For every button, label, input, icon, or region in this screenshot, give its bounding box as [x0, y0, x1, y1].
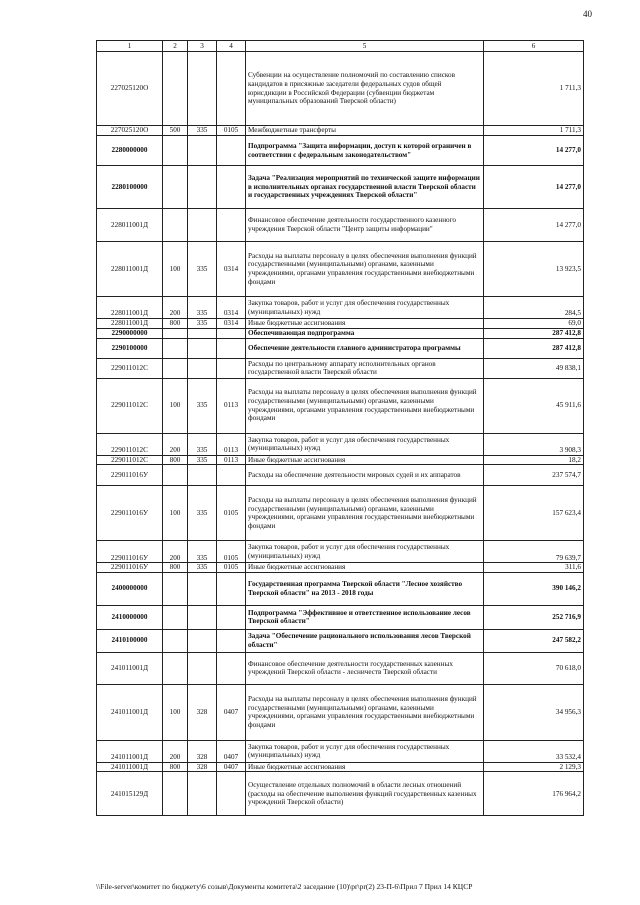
amount-cell: 1 711,3 [484, 52, 584, 126]
amount-cell: 13 923,5 [484, 242, 584, 297]
code-cell: 228011001Д [97, 297, 163, 319]
section-cell [217, 52, 246, 126]
amount-cell: 287 412,8 [484, 338, 584, 358]
code-cell: 2290000000 [97, 328, 163, 338]
section-cell: 0407 [217, 684, 246, 740]
expense-type-cell: 800 [163, 455, 188, 465]
description-cell: Задача "Обеспечение рационального использования лесов Тверской области" [246, 629, 484, 652]
amount-cell: 33 532,4 [484, 740, 584, 762]
expense-type-cell [163, 209, 188, 242]
code-cell: 241011001Д [97, 762, 163, 772]
section-cell [217, 572, 246, 605]
section-cell: 0407 [217, 762, 246, 772]
ministry-cell: 335 [188, 486, 217, 541]
table-row [97, 328, 584, 338]
code-cell: 227025120О [97, 52, 163, 126]
code-cell: 229011012С [97, 433, 163, 455]
amount-cell: 311,6 [484, 563, 584, 573]
code-cell: 229011016У [97, 563, 163, 573]
section-cell: 0113 [217, 455, 246, 465]
description-cell: Закупка товаров, работ и услуг для обеспечения государственных (муниципальных) нужд [246, 433, 484, 455]
header-cell-2: 2 [163, 41, 188, 52]
table-row [97, 762, 584, 772]
amount-cell: 2 129,3 [484, 762, 584, 772]
section-cell: 0105 [217, 126, 246, 136]
ministry-cell: 335 [188, 297, 217, 319]
expense-type-cell [163, 328, 188, 338]
code-cell: 241011001Д [97, 740, 163, 762]
table-row [97, 136, 584, 166]
expense-type-cell: 200 [163, 297, 188, 319]
section-cell [217, 465, 246, 486]
section-cell [217, 136, 246, 166]
section-cell [217, 328, 246, 338]
ministry-cell [188, 605, 217, 629]
expense-type-cell [163, 166, 188, 209]
section-cell: 0105 [217, 563, 246, 573]
budget-table [96, 40, 584, 816]
table-row [97, 486, 584, 541]
description-cell: Иные бюджетные ассигнования [246, 762, 484, 772]
section-cell [217, 772, 246, 816]
expense-type-cell: 800 [163, 319, 188, 329]
code-cell: 229011016У [97, 541, 163, 563]
expense-type-cell: 500 [163, 126, 188, 136]
ministry-cell [188, 572, 217, 605]
description-cell: Иные бюджетные ассигнования [246, 455, 484, 465]
ministry-cell: 328 [188, 684, 217, 740]
file-path-footer: \\File-server\комитет по бюджету\6 созыв\Документы комитета\2 заседание (10)\pr\pr(2) 23-П-6\Прил 7 Прил 14 КЦСР [96, 882, 473, 891]
amount-cell: 284,5 [484, 297, 584, 319]
expense-type-cell: 200 [163, 740, 188, 762]
amount-cell: 18,2 [484, 455, 584, 465]
amount-cell: 49 838,1 [484, 358, 584, 378]
section-cell: 0113 [217, 433, 246, 455]
table-row [97, 378, 584, 433]
expense-type-cell [163, 572, 188, 605]
description-cell: Межбюджетные трансферты [246, 126, 484, 136]
ministry-cell [188, 209, 217, 242]
table-row [97, 572, 584, 605]
amount-cell: 14 277,0 [484, 166, 584, 209]
table-row [97, 52, 584, 126]
description-cell: Расходы на выплаты персоналу в целях обеспечения выполнения функций государственными (муниципальными) органами, казенными учреждениями, органами управления государственными внебюджетными фондами [246, 486, 484, 541]
section-cell: 0113 [217, 378, 246, 433]
expense-type-cell [163, 338, 188, 358]
code-cell: 228011001Д [97, 209, 163, 242]
table-row [97, 772, 584, 816]
expense-type-cell [163, 652, 188, 684]
section-cell: 0314 [217, 242, 246, 297]
expense-type-cell [163, 52, 188, 126]
ministry-cell: 335 [188, 455, 217, 465]
amount-cell: 157 623,4 [484, 486, 584, 541]
amount-cell: 252 716,9 [484, 605, 584, 629]
ministry-cell [188, 652, 217, 684]
description-cell: Задача "Реализация мероприятий по технической защите информации в исполнительных органах государственной власти Тверской области и государственных учреждениях Тверской области" [246, 166, 484, 209]
expense-type-cell: 200 [163, 433, 188, 455]
section-cell [217, 166, 246, 209]
description-cell: Обеспечение деятельности главного администратора программы [246, 338, 484, 358]
section-cell [217, 338, 246, 358]
expense-type-cell: 200 [163, 541, 188, 563]
description-cell: Расходы на обеспечение деятельности мировых судей и их аппаратов [246, 465, 484, 486]
description-cell: Расходы по центральному аппарату исполнительных органов государственной власти Тверской области [246, 358, 484, 378]
ministry-cell [188, 166, 217, 209]
expense-type-cell: 800 [163, 762, 188, 772]
table-row [97, 563, 584, 573]
ministry-cell: 335 [188, 563, 217, 573]
amount-cell: 390 146,2 [484, 572, 584, 605]
code-cell: 228011001Д [97, 319, 163, 329]
ministry-cell: 335 [188, 242, 217, 297]
description-cell: Расходы на выплаты персоналу в целях обеспечения выполнения функций государственными (муниципальными) органами, казенными учреждениями, органами управления государственными внебюджетными фондами [246, 242, 484, 297]
table-row [97, 297, 584, 319]
section-cell [217, 209, 246, 242]
expense-type-cell [163, 629, 188, 652]
section-cell: 0407 [217, 740, 246, 762]
description-cell: Иные бюджетные ассигнования [246, 563, 484, 573]
table-header-row [97, 41, 584, 52]
code-cell: 227025120О [97, 126, 163, 136]
table-row [97, 319, 584, 329]
table-row [97, 166, 584, 209]
header-cell-4: 4 [217, 41, 246, 52]
header-cell-5: 5 [246, 41, 484, 52]
section-cell: 0105 [217, 541, 246, 563]
description-cell: Расходы на выплаты персоналу в целях обеспечения выполнения функций государственными (муниципальными) органами, казенными учреждениями, органами управления государственными внебюджетными фондами [246, 378, 484, 433]
description-cell: Подпрограмма "Защита информации, доступ к которой ограничен в соответствии с федеральным законодательством" [246, 136, 484, 166]
amount-cell: 1 711,3 [484, 126, 584, 136]
code-cell: 2280100000 [97, 166, 163, 209]
ministry-cell [188, 465, 217, 486]
code-cell: 229011016У [97, 465, 163, 486]
code-cell: 241011001Д [97, 684, 163, 740]
amount-cell: 287 412,8 [484, 328, 584, 338]
amount-cell: 34 956,3 [484, 684, 584, 740]
section-cell [217, 629, 246, 652]
amount-cell: 79 639,7 [484, 541, 584, 563]
amount-cell: 237 574,7 [484, 465, 584, 486]
header-cell-6: 6 [484, 41, 584, 52]
page-number: 40 [583, 9, 592, 19]
amount-cell: 176 964,2 [484, 772, 584, 816]
expense-type-cell: 100 [163, 242, 188, 297]
header-cell-3: 3 [188, 41, 217, 52]
code-cell: 228011001Д [97, 242, 163, 297]
code-cell: 2280000000 [97, 136, 163, 166]
section-cell: 0314 [217, 319, 246, 329]
amount-cell: 247 582,2 [484, 629, 584, 652]
amount-cell: 14 277,0 [484, 136, 584, 166]
table-row [97, 652, 584, 684]
ministry-cell: 328 [188, 762, 217, 772]
ministry-cell [188, 136, 217, 166]
ministry-cell: 335 [188, 378, 217, 433]
code-cell: 229011012С [97, 378, 163, 433]
description-cell: Расходы на выплаты персоналу в целях обеспечения выполнения функций государственными (муниципальными) органами, казенными учреждениями, органами управления государственными внебюджетными фондами [246, 684, 484, 740]
code-cell: 2410000000 [97, 605, 163, 629]
expense-type-cell [163, 136, 188, 166]
amount-cell: 45 911,6 [484, 378, 584, 433]
code-cell: 241015129Д [97, 772, 163, 816]
ministry-cell [188, 338, 217, 358]
table-row [97, 684, 584, 740]
description-cell: Закупка товаров, работ и услуг для обеспечения государственных (муниципальных) нужд [246, 740, 484, 762]
description-cell: Финансовое обеспечение деятельности государственного казенного учреждения Тверской области "Центр защиты информации" [246, 209, 484, 242]
description-cell: Закупка товаров, работ и услуг для обеспечения государственных (муниципальных) нужд [246, 297, 484, 319]
ministry-cell: 335 [188, 433, 217, 455]
header-cell-1: 1 [97, 41, 163, 52]
ministry-cell [188, 772, 217, 816]
description-cell: Обеспечивающая подпрограмма [246, 328, 484, 338]
section-cell: 0314 [217, 297, 246, 319]
description-cell: Иные бюджетные ассигнования [246, 319, 484, 329]
expense-type-cell [163, 358, 188, 378]
description-cell: Закупка товаров, работ и услуг для обеспечения государственных (муниципальных) нужд [246, 541, 484, 563]
table-row [97, 455, 584, 465]
code-cell: 229011012С [97, 455, 163, 465]
ministry-cell: 328 [188, 740, 217, 762]
amount-cell: 3 908,3 [484, 433, 584, 455]
code-cell: 241011001Д [97, 652, 163, 684]
description-cell: Финансовое обеспечение деятельности государственных казенных учреждений Тверской области - лесничеств Тверской области [246, 652, 484, 684]
section-cell [217, 358, 246, 378]
table-row [97, 605, 584, 629]
table-row [97, 740, 584, 762]
amount-cell: 14 277,0 [484, 209, 584, 242]
description-cell: Подпрограмма "Эффективное и ответственное использование лесов Тверской области" [246, 605, 484, 629]
expense-type-cell [163, 465, 188, 486]
table-row [97, 126, 584, 136]
expense-type-cell: 800 [163, 563, 188, 573]
amount-cell: 69,0 [484, 319, 584, 329]
expense-type-cell [163, 772, 188, 816]
table-row [97, 629, 584, 652]
table-row [97, 242, 584, 297]
expense-type-cell: 100 [163, 378, 188, 433]
code-cell: 2400000000 [97, 572, 163, 605]
amount-cell: 70 618,0 [484, 652, 584, 684]
ministry-cell: 335 [188, 126, 217, 136]
section-cell: 0105 [217, 486, 246, 541]
ministry-cell [188, 52, 217, 126]
expense-type-cell: 100 [163, 486, 188, 541]
ministry-cell [188, 328, 217, 338]
section-cell [217, 605, 246, 629]
table-row [97, 541, 584, 563]
ministry-cell [188, 629, 217, 652]
table-row [97, 358, 584, 378]
table-row [97, 338, 584, 358]
ministry-cell [188, 358, 217, 378]
table-row [97, 209, 584, 242]
section-cell [217, 652, 246, 684]
code-cell: 229011012С [97, 358, 163, 378]
table-row [97, 465, 584, 486]
expense-type-cell: 100 [163, 684, 188, 740]
expense-type-cell [163, 605, 188, 629]
description-cell: Осуществление отдельных полномочий в области лесных отношений (расходы на обеспечение выполнения функций государственных казенных учреждений Тверской области) [246, 772, 484, 816]
ministry-cell: 335 [188, 319, 217, 329]
table-row [97, 433, 584, 455]
ministry-cell: 335 [188, 541, 217, 563]
code-cell: 2410100000 [97, 629, 163, 652]
code-cell: 229011016У [97, 486, 163, 541]
code-cell: 2290100000 [97, 338, 163, 358]
description-cell: Государственная программа Тверской области "Лесное хозяйство Тверской области" на 2013 - 2018 годы [246, 572, 484, 605]
description-cell: Субвенции на осуществление полномочий по составлению списков кандидатов в присяжные заседатели федеральных судов общей юрисдикции в Российской Федерации (субвенции бюджетам муниципальных образований Тверской области) [246, 52, 484, 126]
